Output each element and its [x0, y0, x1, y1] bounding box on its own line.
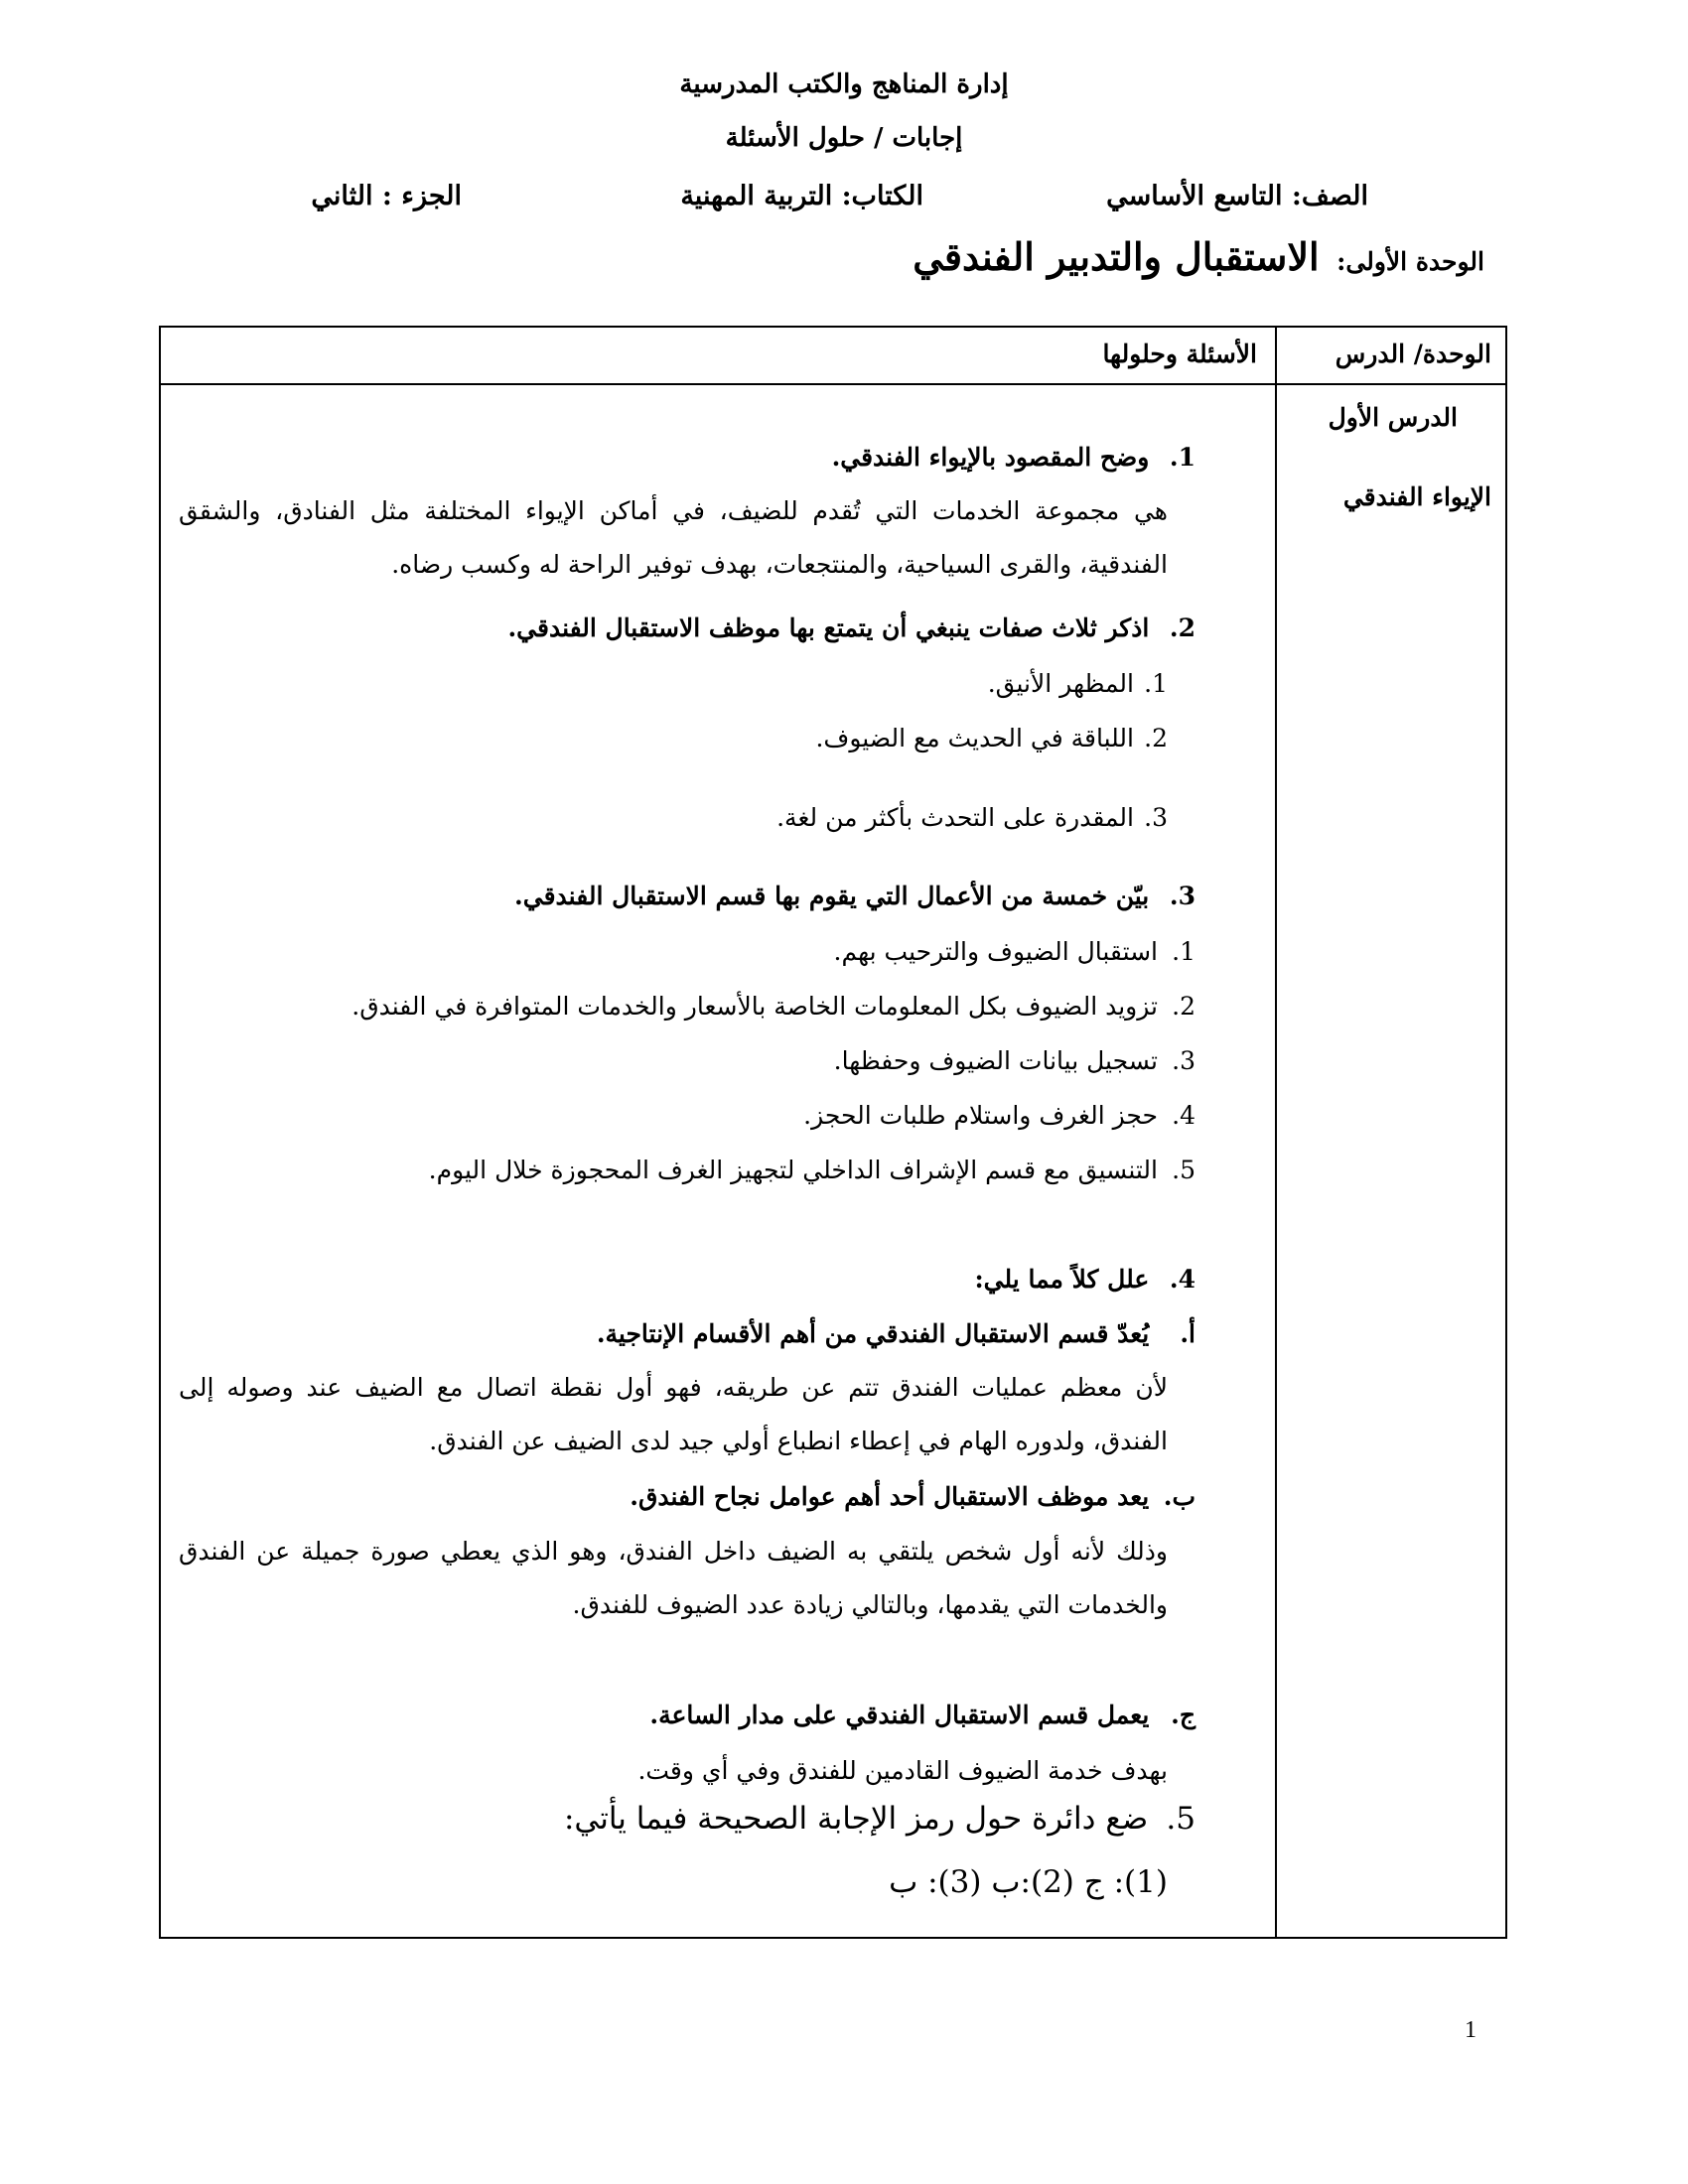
- sub-question-a: [597, 1319, 1196, 1348]
- item-number: 1.: [1172, 937, 1196, 966]
- answer-4c-line-1: بهدف خدمة الضيوف القادمين للفندق وفي أي وقت.: [637, 1756, 1168, 1785]
- sub-question-letter: أ.: [1180, 1319, 1196, 1348]
- answer-1-line-2: الفندقية، والقرى السياحية، والمنتجعات، بهدف توفير الراحة له وكسب رضاه.: [391, 550, 1168, 579]
- questions-column: [161, 383, 1277, 1937]
- item-text: حجز الغرف واستلام طلبات الحجز.: [803, 1101, 1158, 1130]
- page-number: 1: [1465, 2017, 1477, 2043]
- question-number: 1.: [1169, 443, 1196, 472]
- answer-4b-line-1: وذلك لأنه أول شخص يلتقي به الضيف داخل الفندق، وهو الذي يعطي صورة جميلة عن الفندق: [179, 1537, 1168, 1566]
- question-text: ضع دائرة حول رمز الإجابة الصحيحة فيما يأتي:: [563, 1801, 1149, 1837]
- answer-4a-line-1: لأن معظم عمليات الفندق تتم عن طريقه، فهو أول نقطة اتصال مع الضيف عند وصوله إلى: [179, 1373, 1168, 1402]
- item-number: 4.: [1172, 1101, 1196, 1130]
- sub-question-letter: ب.: [1163, 1482, 1196, 1511]
- question-5: [564, 1801, 1196, 1837]
- question-number: 3.: [1169, 882, 1196, 910]
- sub-question-text: يعمل قسم الاستقبال الفندقي على مدار الساعة.: [649, 1701, 1150, 1729]
- book-label: الكتاب: التربية المهنية: [680, 181, 923, 211]
- unit-title: الاستقبال والتدبير الفندقي: [913, 234, 1320, 279]
- question-1: [832, 443, 1196, 472]
- sub-question-text: يعد موظف الاستقبال أحد أهم عوامل نجاح الفندق.: [630, 1482, 1150, 1511]
- document-subtitle: إجابات / حلول الأسئلة: [725, 123, 963, 153]
- question-text: بيّن خمسة من الأعمال التي يقوم بها قسم الاستقبال الفندقي.: [514, 882, 1150, 910]
- question-number: 2.: [1169, 614, 1196, 642]
- list-item: [815, 724, 1168, 752]
- list-item: [834, 1046, 1196, 1075]
- item-number: 2.: [1144, 724, 1168, 752]
- qa-table: [159, 326, 1507, 1939]
- list-item: [352, 992, 1196, 1021]
- ministry-title: إدارة المناهج والكتب المدرسية: [679, 69, 1009, 99]
- part-label: الجزء : الثاني: [311, 181, 462, 211]
- column-header-unit: الوحدة/ الدرس: [1335, 340, 1491, 368]
- item-number: 3.: [1172, 1046, 1196, 1075]
- item-number: 3.: [1144, 803, 1168, 832]
- item-text: التنسيق مع قسم الإشراف الداخلي لتجهيز الغرف المحجوزة خلال اليوم.: [428, 1156, 1158, 1184]
- item-text: استقبال الضيوف والترحيب بهم.: [833, 937, 1158, 966]
- question-number: 4.: [1169, 1265, 1196, 1294]
- item-text: تزويد الضيوف بكل المعلومات الخاصة بالأسعار والخدمات المتوافرة في الفندق.: [352, 992, 1158, 1021]
- question-text: اذكر ثلاث صفات ينبغي أن يتمتع بها موظف الاستقبال الفندقي.: [507, 614, 1150, 642]
- question-3: [514, 882, 1196, 910]
- answer-4a-line-2: الفندق، ولدوره الهام في إعطاء انطباع أولي جيد لدى الضيف عن الفندق.: [429, 1427, 1168, 1455]
- sub-question-text: يُعدّ قسم الاستقبال الفندقي من أهم الأقسام الإنتاجية.: [596, 1319, 1150, 1348]
- question-text: وضح المقصود بالإيواء الفندقي.: [831, 443, 1150, 472]
- grade-label: الصف: التاسع الأساسي: [1106, 181, 1368, 211]
- item-number: 2.: [1172, 992, 1196, 1021]
- answer-4b-line-2: والخدمات التي يقدمها، وبالتالي زيادة عدد الضيوف للفندق.: [572, 1590, 1168, 1619]
- sub-question-letter: ج.: [1171, 1701, 1196, 1729]
- item-text: المقدرة على التحدث بأكثر من لغة.: [776, 803, 1134, 832]
- list-item: [776, 803, 1168, 832]
- sub-question-b: [630, 1482, 1196, 1511]
- unit-label: الوحدة الأولى:: [1336, 247, 1484, 276]
- question-2: [507, 614, 1196, 642]
- item-text: تسجيل بيانات الضيوف وحفظها.: [833, 1046, 1158, 1075]
- column-header-questions: الأسئلة وحلولها: [1102, 340, 1257, 368]
- list-item: [988, 669, 1168, 698]
- item-text: اللباقة في الحديث مع الضيوف.: [815, 724, 1134, 752]
- lesson-name: الإيواء الفندقي: [1342, 482, 1491, 511]
- item-text: المظهر الأنيق.: [987, 669, 1134, 698]
- question-4: [974, 1265, 1196, 1294]
- unit-heading: [913, 234, 1484, 279]
- answer-5: (1): ج (2):ب (3): ب: [889, 1864, 1168, 1900]
- sub-question-c: [649, 1701, 1196, 1729]
- answer-1-line-1: هي مجموعة الخدمات التي تُقدم للضيف، في أماكن الإيواء المختلفة مثل الفنادق، والشقق: [179, 496, 1168, 525]
- list-item: [429, 1156, 1196, 1184]
- lesson-number: الدرس الأول: [1328, 403, 1458, 432]
- item-number: 1.: [1144, 669, 1168, 698]
- list-item: [834, 937, 1196, 966]
- item-number: 5.: [1172, 1156, 1196, 1184]
- question-number: 5.: [1166, 1801, 1196, 1837]
- question-text: علل كلاً مما يلي:: [974, 1265, 1150, 1294]
- list-item: [803, 1101, 1196, 1130]
